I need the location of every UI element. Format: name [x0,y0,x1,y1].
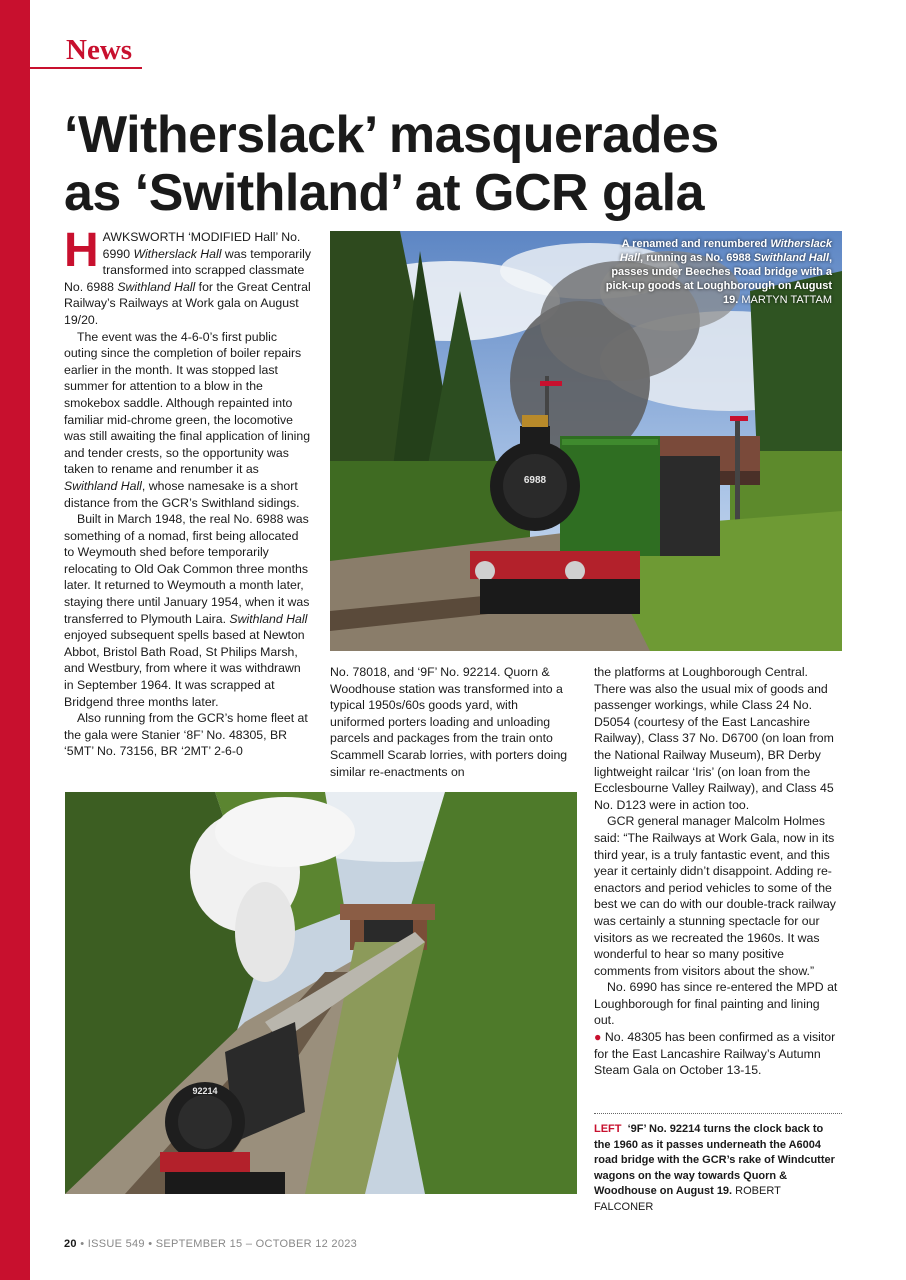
caption-2-lead: LEFT [594,1123,622,1135]
paragraph [594,664,842,813]
headline [64,106,864,222]
section-label: News [66,34,133,66]
section-underline [30,67,142,69]
paragraph [594,813,842,979]
caption-1-italic-2: Swithland Hall [753,252,829,264]
caption-1-text-3: , passes under Beeches Road bridge with a pick-up goods at Loughborough on August 19. [605,252,832,306]
paragraph [64,710,312,760]
column-3-paragraphs [594,664,842,1029]
issue-dates: SEPTEMBER 15 – OCTOBER 12 2023 [155,1238,358,1250]
paragraph [594,979,842,1029]
paragraph [64,511,312,710]
caption-2-credit: ROBERT FALCONER [594,1185,781,1213]
paragraph-text: GCR general manager Malcolm Holmes said: “The Railways at Work Gala, now in its third year, is a truly fantastic event, and this year it certainly didn’t disappoint. Adding re-enactors and period vehicles to some of the best we can do with our double-track railway was certainly a stunning spectacle for our visitors as we recreated the 1960s. It was wonderful to hear so many positive comments from visitors about the show.” [594,814,836,978]
bullet-note-text: No. 48305 has been confirmed as a visitor for the East Lancashire Railway’s Autumn Steam Gala on October 13-15. [594,1030,836,1078]
caption-1-italic: Witherslack Hall [619,238,832,264]
article-column-2 [330,664,568,780]
paragraph [330,664,568,780]
photo-witherslack-hall [330,231,842,651]
photo-2-illustration [65,792,577,1194]
paragraph [64,329,312,512]
caption-1-credit: MARTYN TATTAM [741,294,832,306]
paragraph-text: Also running from the GCR’s home fleet at the gala were Stanier ‘8F’ No. 48305, BR ‘5MT’ No. 73156, BR ‘2MT’ 2-6-0 [64,711,308,759]
loco-2-number: 92214 [192,1086,218,1096]
bullet-note [594,1029,842,1079]
column-2-paragraphs [330,664,568,780]
drop-cap: H [64,224,99,277]
margin-accent-bar [0,0,30,1280]
italic-text: Swithland Hall [117,279,196,294]
caption-1-text: A renamed and renumbered [621,238,771,250]
paragraph-text: AWKSWORTH ‘MODIFIED Hall’ No. 6990 [102,230,301,261]
page-footer: 20 • ISSUE 549 • SEPTEMBER 15 – OCTOBER 12 2023 [64,1238,358,1250]
page-number: 20 [64,1238,77,1250]
paragraph [64,224,312,329]
paragraph-text: was temporarily transformed into scrapped classmate No. 6988 [64,246,312,294]
headline-line-2: as ‘Swithland’ at GCR gala [64,164,705,222]
paragraph-text: , whose namesake is a short distance from the GCR’s Swithland sidings. [64,478,300,510]
loco-1-number: 6988 [523,475,547,486]
paragraph-text: The event was the 4-6-0’s first public outing since the completion of boiler repairs earlier in the month. It was stopped last summer for attention to a blow in the smokebox saddle. Although repainted into familiar mid-chrome green, the locomotive was still awaiting the final application of lining and tender crests, so the opportunity was taken to rename and renumber it as [64,329,311,477]
paragraph-text: No. 78018, and ‘9F’ No. 92214. Quorn & Woodhouse station was transformed into a typical 1950s/60s goods yard, with uniformed porters loading and unloading parcels and packages from the train onto Scammell Scarab lorries, with porters doing similar re-enactments on [330,665,568,779]
paragraph-text: for the Great Central Railway’s Railways at Work gala on August 19/20. [64,279,311,327]
article-column-3 [594,664,842,1079]
photo-9f-92214 [65,792,577,1194]
italic-text: Witherslack Hall [133,246,222,261]
issue-number: ISSUE 549 [87,1238,145,1250]
photo-1-caption [597,237,832,307]
caption-2-text: ‘9F’ No. 92214 turns the clock back to the 1960 as it passes underneath the A6004 road bridge with the GCR’s rake of Windcutter wagons on the way towards Quorn & Woodhouse on August 19. [594,1123,835,1197]
article-column-1 [64,224,312,760]
column-1-paragraphs [64,224,312,760]
paragraph-text: enjoyed subsequent spells based at Newton Abbot, Bristol Bath Road, St Philips Marsh, and Westbury, from where it was withdrawn in September 1964. It was scrapped at Bridgend three months later. [64,628,305,709]
photo-2-caption [594,1122,842,1215]
headline-line-1: ‘Witherslack’ masquerades [64,106,719,164]
paragraph-text: No. 6990 has since re-entered the MPD at Loughborough for final painting and lining out. [594,980,838,1028]
italic-text: Swithland Hall [64,478,142,493]
paragraph-text: the platforms at Loughborough Central. There was also the usual mix of goods and passenger workings, while Class 24 No. D5054 (courtesy of the East Lancashire Railway), Class 37 No. D6700 (on loan from the National Railway Museum), BR Derby lightweight railcar ‘Iris’ (on loan from the Ecclesbourne Valley Railway), and Class 45 No. D123 were in action too. [594,665,834,812]
bullet-dot-icon: ● [594,1030,602,1045]
italic-text: Swithland Hall [229,611,308,626]
paragraph-text: Built in March 1948, the real No. 6988 was something of a nomad, first being allocated to Weymouth shed before temporarily relocating to Old Oak Common three months later. It returned to Weymouth a month later, staying there until January 1954, when it was transferred to Plymouth Laira. [64,512,310,626]
caption-divider [594,1113,842,1114]
caption-1-text-2: , running as No. 6988 [640,252,754,264]
